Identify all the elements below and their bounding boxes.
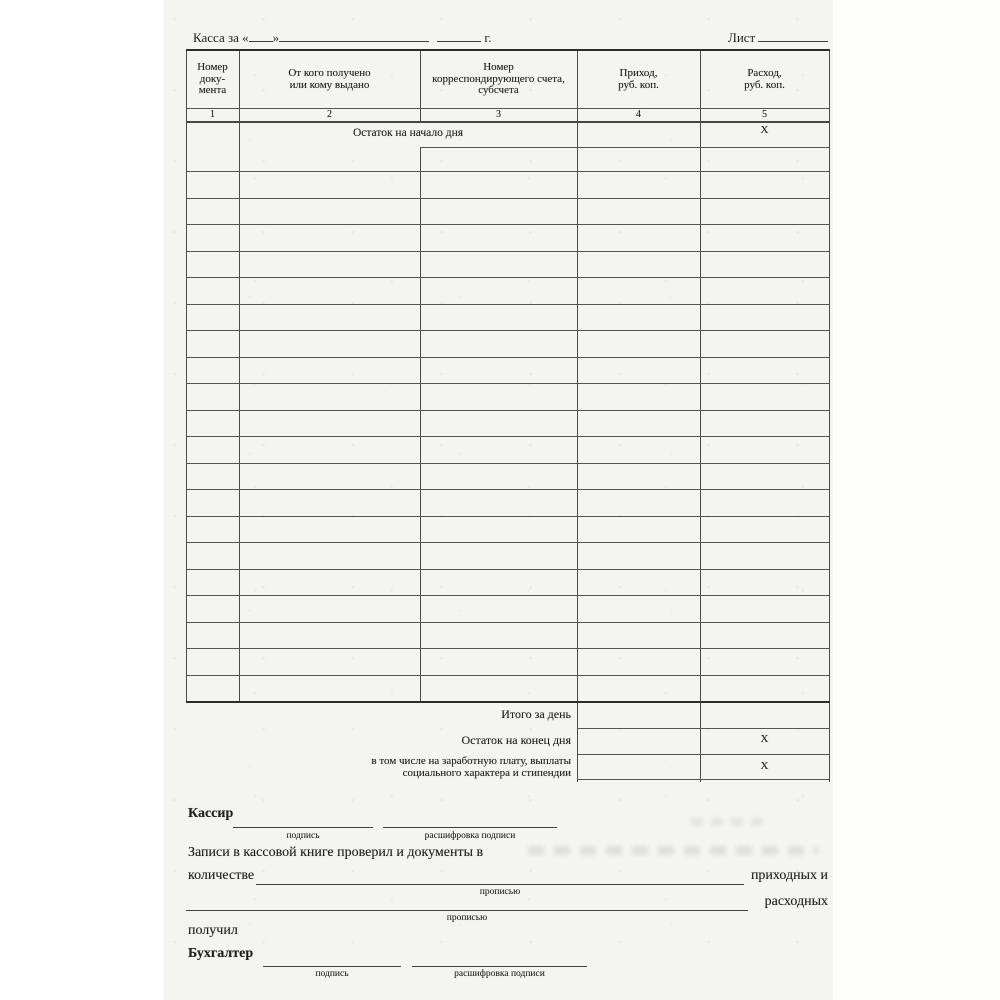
cash-table (186, 49, 830, 782)
label-line: в том числе на заработную плату, выплаты (371, 755, 571, 767)
closing-balance-label: Остаток на конец дня (461, 733, 571, 747)
col-header-counterparty (239, 68, 420, 91)
including-wages-label (186, 756, 577, 779)
label-line: социального характера и стипендии (402, 766, 571, 779)
month-blank-line (279, 28, 429, 42)
caption-line: руб. коп. (744, 78, 785, 91)
year-blank-line (437, 28, 481, 42)
caption-line: мента (198, 84, 227, 96)
incoming-docs-label: приходных и (750, 868, 828, 883)
caption-line: Приход, (619, 67, 658, 79)
col-number-4: 4 (636, 109, 641, 120)
quantity-label: количестве (188, 868, 255, 883)
scan-right-margin (833, 0, 1000, 1000)
cash-for-label: Касса за « (193, 30, 249, 45)
col1-col2-rule (239, 49, 240, 703)
blank-row-rule (186, 595, 830, 596)
closing-quote: » (272, 30, 280, 45)
in-words-caption-2: прописью (446, 913, 488, 923)
col-header-doc-number (186, 62, 239, 97)
blank-row-rule (186, 410, 830, 411)
verified-statement: Записи в кассовой книге проверил и документы в (188, 845, 484, 860)
outgoing-in-words-line (186, 910, 748, 911)
numbers-bottom-rule (186, 121, 830, 123)
cashier-signature-caption: подпись (286, 831, 320, 841)
blank-row-rule (186, 675, 830, 676)
col-number-5: 5 (762, 109, 767, 120)
accountant-label: Бухгалтер (188, 946, 254, 961)
blank-row-rule (186, 357, 830, 358)
totals-rule-2 (577, 754, 830, 755)
caption-line: или кому выдано (289, 78, 370, 91)
cashier-name-caption: расшифровка подписи (424, 831, 516, 841)
caption-line: руб. коп. (618, 78, 659, 91)
sheet-number-line (728, 28, 828, 46)
caption-line: корреспондирующего счета, (432, 72, 565, 85)
year-abbrev: г. (484, 30, 492, 45)
blank-row-rule (186, 622, 830, 623)
form-top-line (163, 28, 833, 48)
blank-row-rule (186, 304, 830, 305)
accountant-signature-line (263, 966, 401, 967)
blank-row-rule (186, 542, 830, 543)
blank-row-rule (186, 489, 830, 490)
cashier-name-line (383, 827, 557, 828)
blank-row-rule (186, 463, 830, 464)
totals-rule-3 (577, 779, 830, 780)
caption-line: От кого получено (288, 67, 371, 79)
table-top-rule (186, 49, 830, 51)
col-number-3: 3 (496, 109, 501, 120)
accountant-signature-caption: подпись (315, 969, 349, 979)
blank-row-rule (186, 648, 830, 649)
col-header-income (577, 68, 700, 91)
closing-balance-expense-mark: X (760, 733, 769, 745)
blank-row-rule (186, 277, 830, 278)
col-number-1: 1 (210, 109, 215, 120)
caption-line: Номер (483, 61, 514, 73)
table-left-rule (186, 49, 187, 703)
received-label: получил (188, 923, 238, 938)
blank-row-rule (186, 569, 830, 570)
blank-row-rule (186, 224, 830, 225)
col2-col3-rule-bottom (420, 147, 421, 703)
blank-row-rule (186, 701, 830, 703)
blank-row-rule (186, 251, 830, 252)
col3-col4-rule (577, 49, 578, 782)
total-for-day-label: Итого за день (501, 707, 571, 721)
sheet-blank-line (758, 28, 828, 42)
cashier-label: Кассир (188, 806, 234, 821)
table-right-rule (829, 49, 830, 782)
caption-line: Расход, (747, 67, 782, 79)
totals-rule-1 (577, 728, 830, 729)
paper-sheet (163, 0, 833, 1000)
day-blank-line (249, 28, 273, 42)
in-words-caption-1: прописью (479, 887, 521, 897)
opening-balance-partial-rule (420, 147, 830, 148)
opening-balance-label: Остаток на начало дня (352, 127, 464, 139)
blank-row-rule (186, 516, 830, 517)
caption-line: субсчета (478, 84, 519, 96)
bleed-through-smudge (528, 846, 818, 855)
cash-for-date-line (193, 28, 492, 46)
blank-row-rule (186, 436, 830, 437)
col-header-corresponding-account (420, 62, 577, 97)
including-wages-expense-mark: X (760, 760, 769, 772)
bleed-through-smudge (691, 818, 771, 826)
caption-line: доку- (199, 72, 226, 85)
accountant-name-line (412, 966, 587, 967)
cashier-signature-line (233, 827, 373, 828)
blank-row-rule (186, 171, 830, 172)
col-number-2: 2 (327, 109, 332, 120)
caption-line: Номер (197, 61, 228, 73)
col4-col5-rule (700, 49, 701, 782)
blank-row-rule (186, 330, 830, 331)
opening-balance-expense-mark: X (760, 124, 769, 136)
outgoing-docs-label: расходных (764, 894, 828, 909)
accountant-name-caption: расшифровка подписи (454, 969, 545, 979)
col-header-expense (700, 68, 829, 91)
blank-row-rule (186, 198, 830, 199)
quantity-in-words-line (256, 884, 744, 885)
sheet-label: Лист (728, 30, 756, 45)
blank-row-rule (186, 383, 830, 384)
scan-left-margin (0, 0, 163, 1000)
